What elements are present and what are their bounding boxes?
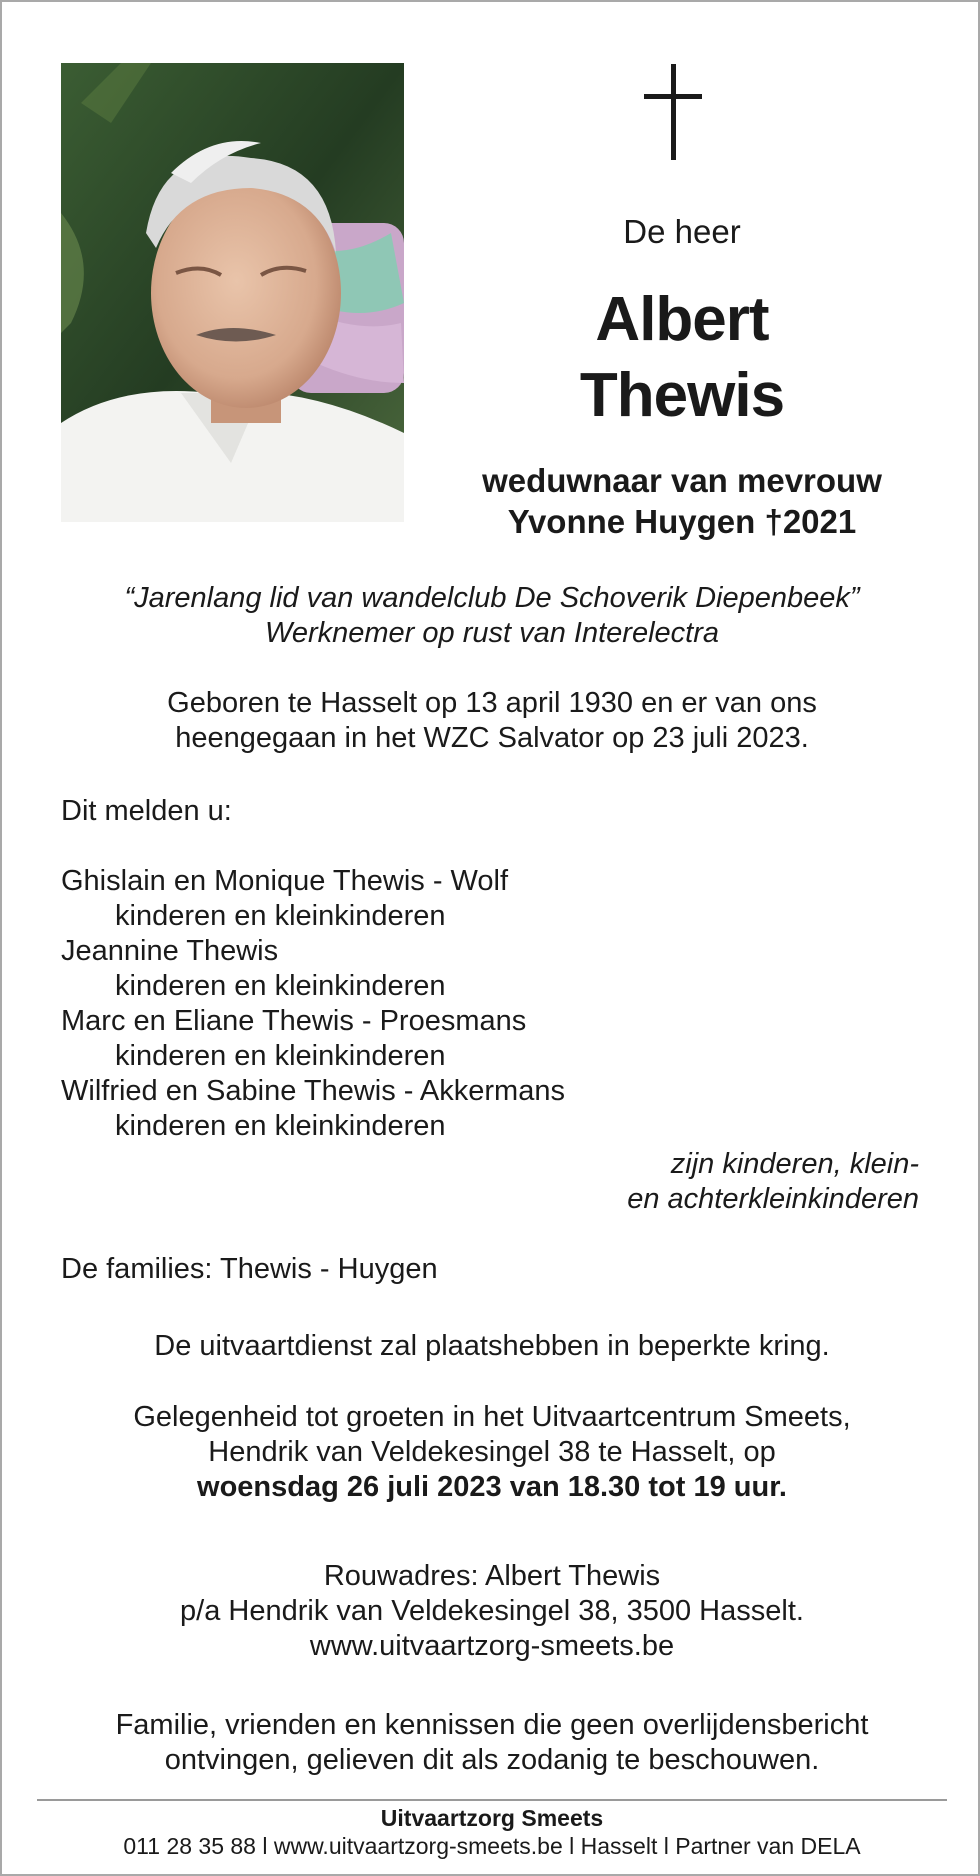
- family-member-name: Wilfried en Sabine Thewis - Akkermans: [61, 1075, 565, 1107]
- descendants-note: [627, 1147, 919, 1217]
- footer-contact: 011 28 35 88 l www.uitvaartzorg-smeets.be l Hasselt l Partner van DELA: [123, 1833, 861, 1859]
- family-member-sub: kinderen en kleinkinderen: [115, 1110, 446, 1142]
- announce-text: Dit melden u:: [61, 795, 232, 827]
- first-name: Albert: [595, 285, 769, 354]
- quote-line-2: Werknemer op rust van Interelectra: [265, 617, 719, 649]
- mourning-address: [61, 1559, 923, 1664]
- quote: [61, 581, 923, 651]
- website-link[interactable]: www.uitvaartzorg-smeets.be: [309, 1630, 675, 1662]
- visitation-date: woensdag 26 juli 2023 van 18.30 tot 19 uur.: [197, 1471, 787, 1503]
- address-line-2: p/a Hendrik van Veldekesingel 38, 3500 Hasselt.: [180, 1595, 804, 1627]
- born-line-2: heengegaan in het WZC Salvator op 23 juli 2023.: [175, 722, 809, 754]
- last-name: Thewis: [579, 361, 785, 430]
- closing-line-1: Familie, vrienden en kennissen die geen overlijdensbericht: [115, 1709, 869, 1741]
- footer-divider: [37, 1799, 947, 1801]
- deceased-name: [442, 282, 922, 434]
- descendants-line-2: en achterkleinkinderen: [627, 1183, 919, 1215]
- family-member-sub: kinderen en kleinkinderen: [115, 1040, 446, 1072]
- visitation-line-1: Gelegenheid tot groeten in het Uitvaartcentrum Smeets,: [133, 1401, 851, 1433]
- title-prefix: De heer: [623, 213, 741, 250]
- service-info: De uitvaartdienst zal plaatshebben in beperkte kring.: [154, 1330, 830, 1362]
- footer-company: Uitvaartzorg Smeets: [380, 1805, 604, 1831]
- address-line-1: Rouwadres: Albert Thewis: [323, 1560, 661, 1592]
- descendants-line-1: zijn kinderen, klein-: [670, 1148, 919, 1180]
- visitation-info: [61, 1400, 923, 1505]
- quote-line-1: “Jarenlang lid van wandelclub De Schoverik Diepenbeek”: [124, 582, 860, 614]
- spouse-line-2: Yvonne Huygen †2021: [507, 503, 857, 540]
- family-list: [61, 864, 565, 1144]
- family-member-name: Marc en Eliane Thewis - Proesmans: [61, 1005, 527, 1037]
- family-member-name: Ghislain en Monique Thewis - Wolf: [61, 865, 509, 897]
- portrait-photo: [61, 63, 404, 522]
- closing-notice: [61, 1708, 923, 1778]
- family-member-sub: kinderen en kleinkinderen: [115, 970, 446, 1002]
- born-line-1: Geboren te Hasselt op 13 april 1930 en er van ons: [167, 687, 817, 719]
- family-member-sub: kinderen en kleinkinderen: [115, 900, 446, 932]
- visitation-line-2: Hendrik van Veldekesingel 38 te Hasselt, op: [208, 1436, 776, 1468]
- closing-line-2: ontvingen, gelieven dit als zodanig te beschouwen.: [164, 1744, 820, 1776]
- birth-death-info: [61, 686, 923, 756]
- spouse-line-1: weduwnaar van mevrouw: [482, 462, 882, 499]
- families-line: De families: Thewis - Huygen: [61, 1253, 438, 1285]
- family-member-name: Jeannine Thewis: [61, 935, 279, 967]
- cross-icon: [644, 64, 702, 160]
- spouse-info: [442, 460, 922, 542]
